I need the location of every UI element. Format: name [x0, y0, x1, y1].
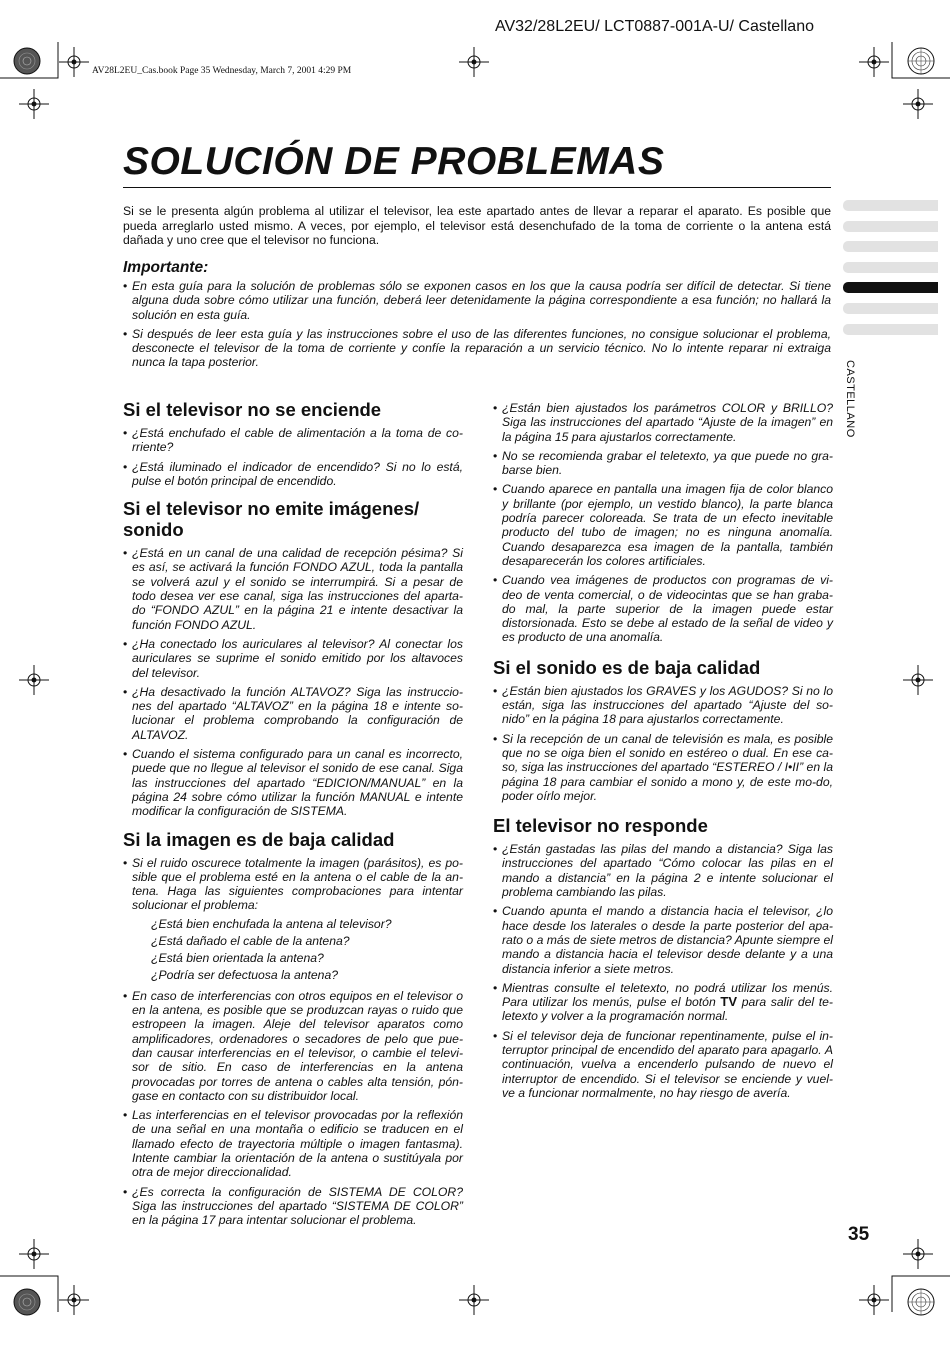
- antenna-checklist: [123, 916, 463, 984]
- list-item: • Las interferencias en el televisor provocadas por la reflexión de una señal en una montaña o edificio se traducen en el llamado efecto de trayectoria múltiple o imagen fantasma). Intente cambiar la orientación de la antena o sustitúyala por otra de mejor direccionalidad.: [123, 1108, 463, 1179]
- section-heading-no-responde: El televisor no responde: [493, 815, 708, 837]
- tab-marker: [843, 221, 938, 232]
- check-item: ¿Está bien enchufada la antena al televisor?: [151, 916, 392, 931]
- heading-line: Si el televisor no emite imágenes/: [123, 498, 420, 520]
- list-item: • ¿Está iluminado el indicador de encendido? Si no lo está, pulse el botón principal de encendido.: [123, 460, 463, 489]
- section-heading-no-enciende: Si el televisor no se enciende: [123, 399, 382, 420]
- list-item: • ¿Es correcta la configuración de SISTEMA DE COLOR? Siga las instrucciones del apartado “SISTEMA DE COLOR” en la página 17 para intentar solucionar el problema.: [123, 1185, 463, 1228]
- check-item: ¿Está bien orientada la antena?: [151, 950, 324, 965]
- check-item: ¿Está dañado el cable de la antena?: [151, 933, 350, 948]
- section-heading-sonido-baja: Si el sonido es de baja calidad: [493, 656, 761, 678]
- heading-line: sonido: [123, 519, 184, 541]
- list-item: • Si el ruido oscurece totalmente la imagen (parásitos), es po-sible que el problema esté en la antena o el cable de la an-tena. Haga las siguientes comprobaciones para intentar solucionar el problema:: [123, 856, 463, 913]
- title-divider: [123, 187, 831, 188]
- tab-marker: [843, 303, 938, 314]
- tab-marker: [843, 262, 938, 273]
- item-text: Mientras consulte el teletexto, no podrá utilizar los menús. Para utilizar los menús, pulse el botón: [502, 980, 833, 1010]
- list-item: [493, 981, 833, 1024]
- list-item: • ¿Están bien ajustados los parámetros COLOR y BRILLO? Siga las instrucciones del apartado “Ajuste de la imagen” en la página 15 para ajustarlos correctamente.: [493, 401, 833, 444]
- list-item: • ¿Ha desactivado la función ALTAVOZ? Siga las instruccio-nes del apartado “ALTAVOZ” en la página 18 e intente so-lucionar el problema comprobando la configuración de ALTAVOZ.: [123, 685, 463, 742]
- list-item: • En caso de interferencias con otros equipos en el televisor o en la antena, es posible que se produzcan rayas o ruido que estropeen la imagen. Aleje del televisor aparatos como amplificadores, ordenadores o secadores de pelo que pue-dan causar interferencias en el televisor, o cambie el televi-sor de sitio. En caso de interferencias en la antena provocadas por torres de antena o cables alta tensión, pón-gase en contacto con su distribuidor local.: [123, 989, 463, 1103]
- intro-paragraph: Si se le presenta algún problema al utilizar el televisor, lea este apartado antes de llevar a reparar el aparato. Es posible que pueda arreglarlo usted mismo. A veces, por ejemplo, el televisor está desenchufado de la toma de corriente o la antena está dañada y uno cree que el televisor no funciona.: [123, 204, 831, 247]
- left-column: [123, 399, 463, 1232]
- important-heading: Importante:: [123, 259, 209, 276]
- list-item: • Si después de leer esta guía y las instrucciones sobre el uso de las diferentes funciones, no consigue solucionar el problema, desconecte el televisor de la toma de corriente y confíe la reparación a un servicio técnico. No lo intente reparar ni extraiga nunca la tapa posterior.: [123, 327, 831, 370]
- list-item: • ¿Está enchufado el cable de alimentación a la toma de co-rriente?: [123, 426, 463, 455]
- tab-marker: [843, 324, 938, 335]
- tab-marker: [843, 241, 938, 252]
- section-heading-imagen-baja: Si la imagen es de baja calidad: [123, 828, 395, 850]
- list-item: • No se recomienda grabar el teletexto, ya que puede no gra-barse bien.: [493, 449, 833, 478]
- list-item: • Cuando el sistema configurado para un canal es incorrecto, puede que no llegue al televisor el sonido de ese canal. Siga las instrucciones del apartado “EDICION/MANUAL” en la página 24 sobre cómo utilizar la función MANUAL e intente modificar la configuración de SISTEMA.: [123, 747, 463, 818]
- book-file-info: AV28L2EU_Cas.book Page 35 Wednesday, March 7, 2001 4:29 PM: [92, 66, 352, 76]
- list-item: • Si el televisor deja de funcionar repentinamente, pulse el in-terruptor principal de encendido del aparato para apagarlo. A continuación, vuelva a encenderlo pulsando de nuevo el interruptor de encendido. Si el televisor se enciende y vuel-ve a funcionar normalmente, no hay riesgo de avería.: [493, 1029, 833, 1100]
- page-title: SOLUCIÓN DE PROBLEMAS: [123, 140, 665, 183]
- tv-button-label: TV: [720, 994, 738, 1010]
- document-code: AV32/28L2EU/ LCT0887-001A-U/ Castellano: [495, 18, 814, 35]
- side-language-label: CASTELLANO: [844, 360, 856, 438]
- list-item: • ¿Está en un canal de una calidad de recepción pésima? Si es así, se activará la función FONDO AZUL, toda la pantalla se volverá azul y el sonido se interrumpirá. Si a pesar de todo desea ver ese canal, siga las instrucciones del aparta-do “FONDO AZUL” en la página 21 e intente desactivar la función FONDO AZUL.: [123, 546, 463, 632]
- important-list: [123, 279, 831, 375]
- list-item: • En esta guía para la solución de problemas sólo se exponen casos en los que la causa podría ser difícil de detectar. Si tiene alguna duda sobre cómo utilizar una función, deberá leer detenidamente la página correspondiente a esa función; no hallará la solución en esta guía.: [123, 279, 831, 322]
- check-item: ¿Podría ser defectuosa la antena?: [151, 967, 338, 982]
- tab-marker: [843, 200, 938, 211]
- list-item: • Cuando apunta el mando a distancia hacia el televisor, ¿lo hace desde los laterales o desde la parte posterior del apa-rato o a más de siete metros de distancia? Apunte siempre el mando a distancia hacia el televisor desde delante y a una distancia inferior a siete metros.: [493, 904, 833, 975]
- section-heading-no-imagen: [123, 498, 463, 540]
- item-text: para salir del te-letexto y volver a la programación normal.: [502, 995, 833, 1024]
- list-item: • Cuando aparece en pantalla una imagen fija de color blanco y brillante (por ejemplo, un vestido blanco), la parte blanca podría parecer coloreada. Se trata de un efecto inevitable producto del tubo de imagen; no es ninguna anomalía. Cuando desaparezca esa imagen de la pantalla, también desaparecerán los colores artificiales.: [493, 482, 833, 568]
- list-item: • Si la recepción de un canal de televisión es mala, es posible que no se oiga bien el sonido en estéreo o dual. En ese ca-so, siga las instrucciones del apartado “ESTEREO / I•II” en la página 18 para cambiar el sonido a mono y, de este mo-do, poder oírlo mejor.: [493, 732, 833, 803]
- right-column: [493, 401, 833, 1105]
- list-item: • Cuando vea imágenes de productos con programas de vi-deo de venta comercial, o de videocintas que se han graba-do mal, la parte superior de la imagen puede estar distorsionada. Esto se debe al estado de la señal de video y es producto de una anomalía.: [493, 573, 833, 644]
- list-item: • ¿Están gastadas las pilas del mando a distancia? Siga las instrucciones del apartado “Cómo colocar las pilas en el mando a distancia” en la página 2 e intente solucionar el problema cambiando las pilas.: [493, 842, 833, 899]
- list-item: • ¿Ha conectado los auriculares al televisor? Al conectar los auriculares se suprime el sonido emitido por los altavoces del televisor.: [123, 637, 463, 680]
- list-item: • ¿Están bien ajustados los GRAVES y los AGUDOS? Si no lo están, siga las instrucciones del apartado “Ajuste del so-nido” en la página 18 para ajustarlos correctamente.: [493, 684, 833, 727]
- tab-marker-active: [843, 282, 938, 293]
- language-tabs: [843, 200, 938, 344]
- page-number: 35: [848, 1224, 870, 1245]
